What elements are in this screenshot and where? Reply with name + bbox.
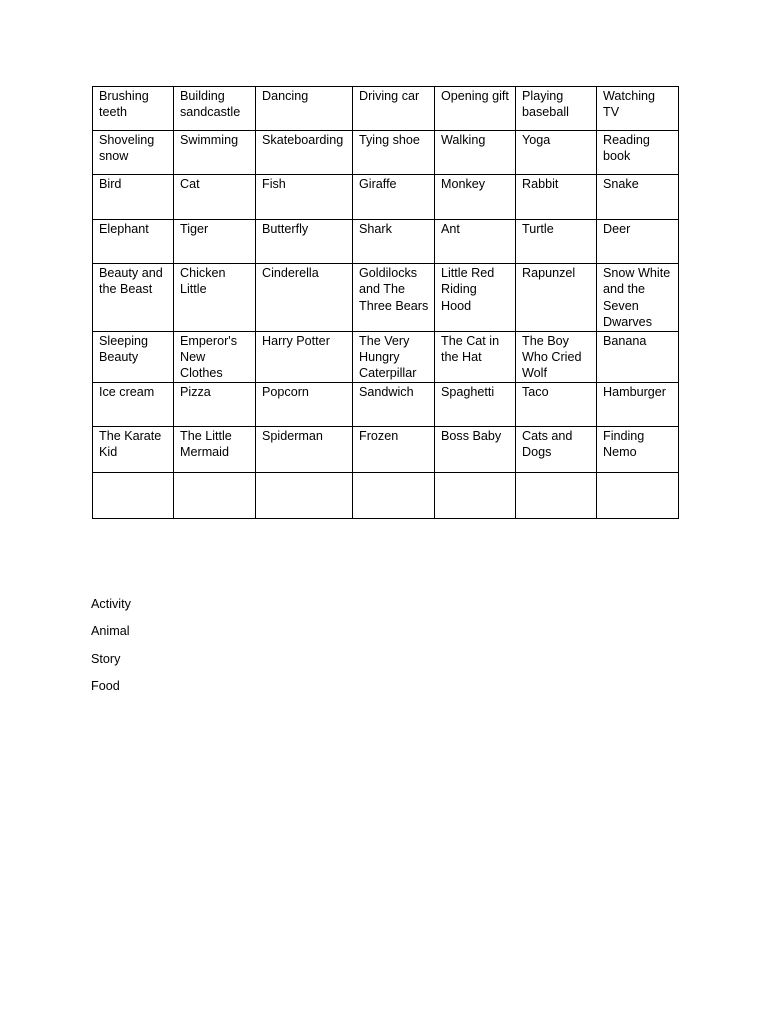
word-grid-table [92,86,679,519]
table-row [93,382,679,426]
table-cell: Snow White and the Seven Dwarves [597,264,679,332]
table-cell: Goldilocks and The Three Bears [353,264,435,332]
table-cell [93,472,174,518]
table-cell [256,472,353,518]
table-cell [353,472,435,518]
category-label-activity: Activity [91,597,131,611]
table-cell: Butterfly [256,220,353,264]
table-cell: Snake [597,175,679,220]
table-cell: Shark [353,220,435,264]
table-row [93,426,679,472]
table-cell: Cinderella [256,264,353,332]
table-row [93,331,679,382]
table-cell [516,472,597,518]
table-cell: Dancing [256,87,353,131]
table-cell: Emperor's New Clothes [174,331,256,382]
table-cell: The Little Mermaid [174,426,256,472]
table-cell: Taco [516,382,597,426]
table-cell: The Cat in the Hat [435,331,516,382]
table-cell: Popcorn [256,382,353,426]
table-cell: Boss Baby [435,426,516,472]
table-cell: Building sandcastle [174,87,256,131]
table-cell: Spaghetti [435,382,516,426]
table-row [93,131,679,175]
table-cell: Sleeping Beauty [93,331,174,382]
table-cell: Cat [174,175,256,220]
table-cell [435,472,516,518]
table-cell: Walking [435,131,516,175]
table-cell [597,472,679,518]
table-cell: Ice cream [93,382,174,426]
table-cell: Fish [256,175,353,220]
table-cell: Little Red Riding Hood [435,264,516,332]
table-cell: Skateboarding [256,131,353,175]
table-cell: Monkey [435,175,516,220]
category-label-story: Story [91,651,121,666]
table-cell: Elephant [93,220,174,264]
table-cell: Tiger [174,220,256,264]
table-cell: Frozen [353,426,435,472]
table-cell: Yoga [516,131,597,175]
table-cell: Driving car [353,87,435,131]
table-cell: Shoveling snow [93,131,174,175]
table-cell: Bird [93,175,174,220]
table-cell: Ant [435,220,516,264]
table-cell: Hamburger [597,382,679,426]
table-cell: Finding Nemo [597,426,679,472]
table-cell: Harry Potter [256,331,353,382]
table-cell: Tying shoe [353,131,435,175]
table-cell: Opening gift [435,87,516,131]
table-row [93,87,679,131]
table-cell: Turtle [516,220,597,264]
table-cell: Cats and Dogs [516,426,597,472]
table-cell: Beauty and the Beast [93,264,174,332]
table-row [93,264,679,332]
table-cell: Spiderman [256,426,353,472]
table-cell: Deer [597,220,679,264]
table-cell: Chicken Little [174,264,256,332]
table-row [93,220,679,264]
table-cell: Pizza [174,382,256,426]
table-cell: Brushing teeth [93,87,174,131]
table-cell: The Karate Kid [93,426,174,472]
table-cell: Giraffe [353,175,435,220]
table-cell: Rapunzel [516,264,597,332]
table-cell: The Very Hungry Caterpillar [353,331,435,382]
table-row-empty [93,472,679,518]
table-cell: Reading book [597,131,679,175]
table-cell: Swimming [174,131,256,175]
category-list [91,596,131,706]
table-cell: Playing baseball [516,87,597,131]
table-row [93,175,679,220]
table-cell [174,472,256,518]
table-cell: Watching TV [597,87,679,131]
table-cell: Sandwich [353,382,435,426]
category-label-food: Food [91,679,120,694]
table-cell: The Boy Who Cried Wolf [516,331,597,382]
table-cell: Rabbit [516,175,597,220]
table-cell: Banana [597,331,679,382]
category-label-animal: Animal [91,624,130,639]
